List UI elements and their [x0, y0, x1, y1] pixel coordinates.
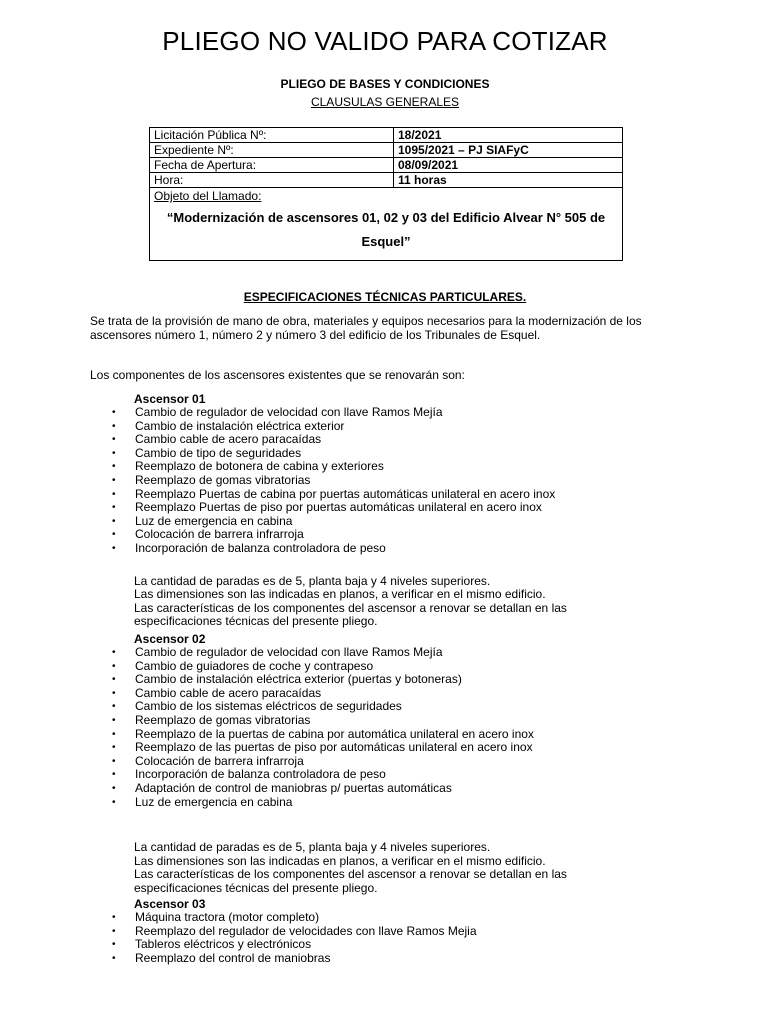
- list-item-text: Colocación de barrera infrarroja: [135, 753, 304, 768]
- list-item-text: Reemplazo de la puertas de cabina por automática unilateral en acero inox: [135, 726, 534, 741]
- list-item: [0, 796, 534, 810]
- bullet-icon: •: [112, 769, 116, 781]
- especificaciones-heading: ESPECIFICACIONES TÉCNICAS PARTICULARES.: [243, 290, 527, 304]
- list-item-text: Reemplazo del regulador de velocidades con llave Ramos Mejia: [135, 923, 477, 938]
- note-line: especificaciones técnicas del presente pliego.: [134, 880, 378, 895]
- list-item: [0, 782, 534, 796]
- bullet-icon: •: [112, 447, 116, 459]
- section-title: Ascensor 03: [134, 897, 206, 911]
- bullet-icon: •: [112, 701, 116, 713]
- list-item: [0, 528, 555, 542]
- bullet-icon: •: [112, 939, 116, 951]
- list-item: [0, 406, 555, 420]
- table-row: [150, 128, 623, 143]
- list-item: [0, 420, 555, 434]
- note-line: especificaciones técnicas del presente pliego.: [134, 614, 378, 629]
- invalid-banner: PLIEGO NO VALIDO PARA COTIZAR: [162, 26, 608, 56]
- bullet-icon: •: [112, 728, 116, 740]
- list-item-text: Cambio cable de acero paracaídas: [135, 685, 322, 700]
- list-item: [0, 952, 477, 966]
- bullet-icon: •: [112, 925, 116, 937]
- list-item-text: Tableros eléctricos y electrónicos: [135, 937, 312, 952]
- bullet-icon: •: [112, 434, 116, 446]
- list-item: [0, 768, 534, 782]
- list-item-text: Reemplazo de gomas vibratorias: [135, 472, 311, 487]
- list-item-text: Cambio de instalación eléctrica exterior: [135, 418, 345, 433]
- note-line: Las dimensiones son las indicadas en planos, a verificar en el mismo edificio.: [134, 587, 546, 602]
- hora-label: Hora:: [150, 173, 394, 188]
- bullet-icon: •: [112, 488, 116, 500]
- bullet-icon: •: [112, 502, 116, 514]
- tender-info-table: [149, 127, 623, 261]
- list-item: [0, 488, 555, 502]
- list-item-text: Cambio de instalación eléctrica exterior (puertas y botoneras): [135, 672, 462, 687]
- bullet-icon: •: [112, 796, 116, 808]
- list-item-text: Colocación de barrera infrarroja: [135, 527, 304, 542]
- list-item-text: Cambio de regulador de velocidad con llave Ramos Mejía: [135, 405, 443, 419]
- bullet-icon: •: [112, 647, 116, 658]
- section-title: Ascensor 01: [134, 392, 206, 406]
- table-row: [150, 188, 623, 261]
- bullet-icon: •: [112, 687, 116, 699]
- bullet-icon: •: [112, 714, 116, 726]
- bullet-icon: •: [112, 782, 116, 794]
- list-item-text: Máquina tractora (motor completo): [135, 910, 320, 924]
- note-line: Las dimensiones son las indicadas en planos, a verificar en el mismo edificio.: [134, 853, 546, 868]
- section-title: Ascensor 02: [134, 632, 206, 646]
- note-line: Las características de los componentes del ascensor a renovar se detallan en las: [134, 600, 567, 615]
- bullet-icon: •: [112, 529, 116, 541]
- list-item: [0, 447, 555, 461]
- list-item: [0, 515, 555, 529]
- list-item-text: Luz de emergencia en cabina: [135, 794, 293, 809]
- note-line: La cantidad de paradas es de 5, planta baja y 4 niveles superiores.: [134, 573, 491, 588]
- section-note: [134, 575, 654, 629]
- bullet-icon: •: [112, 912, 116, 923]
- expediente-label: Expediente Nº:: [150, 143, 394, 158]
- expediente-value: 1095/2021 – PJ SIAFyC: [394, 143, 623, 158]
- list-item-text: Incorporación de balanza controladora de peso: [135, 767, 386, 782]
- list-item: [0, 501, 555, 515]
- list-item-text: Reemplazo Puertas de piso por puertas automáticas unilateral en acero inox: [135, 500, 542, 515]
- list-item: [0, 714, 534, 728]
- bullet-icon: •: [112, 461, 116, 473]
- list-item-text: Cambio de regulador de velocidad con llave Ramos Mejía: [135, 645, 443, 659]
- bullet-icon: •: [112, 407, 116, 418]
- objeto-label: Objeto del Llamado:: [154, 189, 262, 203]
- hora-value: 11 horas: [394, 173, 623, 188]
- list-item-text: Reemplazo de las puertas de piso por automáticas unilateral en acero inox: [135, 740, 533, 755]
- list-item: [0, 925, 477, 939]
- list-item-text: Cambio cable de acero paracaídas: [135, 432, 322, 447]
- bullet-list: [0, 911, 477, 965]
- list-item: [0, 938, 477, 952]
- list-item: [0, 755, 534, 769]
- components-paragraph: Los componentes de los ascensores existentes que se renovarán son:: [90, 368, 465, 382]
- bullet-icon: •: [112, 660, 116, 672]
- list-item: [0, 741, 534, 755]
- section-note: [134, 841, 654, 895]
- intro-paragraph: Se trata de la provisión de mano de obra, materiales y equipos necesarios para la modernización de los ascensores número 1, número 2 y número 3 del edificio de los Tribunales de Esquel.: [90, 314, 642, 342]
- list-item-text: Reemplazo del control de maniobras: [135, 950, 331, 965]
- bullet-icon: •: [112, 952, 116, 964]
- bullet-icon: •: [112, 420, 116, 432]
- list-item: [0, 660, 534, 674]
- bullet-icon: •: [112, 542, 116, 554]
- list-item: [0, 687, 534, 701]
- list-item-text: Adaptación de control de maniobras p/ puertas automáticas: [135, 780, 452, 795]
- list-item-text: Cambio de tipo de seguridades: [135, 445, 302, 460]
- list-item: [0, 700, 534, 714]
- note-line: La cantidad de paradas es de 5, planta baja y 4 niveles superiores.: [134, 840, 491, 855]
- licitacion-label: Licitación Pública Nº:: [150, 128, 394, 143]
- list-item: [0, 673, 534, 687]
- objeto-text: “Modernización de ascensores 01, 02 y 03 del Edificio Alvear N° 505 de Esquel”: [166, 210, 606, 249]
- fecha-apertura-value: 08/09/2021: [394, 158, 623, 173]
- table-row: [150, 143, 623, 158]
- list-item: [0, 911, 477, 925]
- bullet-icon: •: [112, 755, 116, 767]
- table-row: [150, 158, 623, 173]
- list-item-text: Reemplazo de botonera de cabina y exteriores: [135, 459, 384, 474]
- list-item: [0, 728, 534, 742]
- note-line: Las características de los componentes del ascensor a renovar se detallan en las: [134, 867, 567, 882]
- bullet-icon: •: [112, 515, 116, 527]
- list-item: [0, 542, 555, 556]
- licitacion-value: 18/2021: [394, 128, 623, 143]
- bullet-icon: •: [112, 674, 116, 686]
- list-item-text: Reemplazo de gomas vibratorias: [135, 712, 311, 727]
- list-item: [0, 474, 555, 488]
- bullet-icon: •: [112, 742, 116, 754]
- list-item-text: Incorporación de balanza controladora de peso: [135, 540, 386, 555]
- list-item-text: Luz de emergencia en cabina: [135, 513, 293, 528]
- document-title: PLIEGO DE BASES Y CONDICIONES: [280, 77, 490, 91]
- fecha-apertura-label: Fecha de Apertura:: [150, 158, 394, 173]
- bullet-list: [0, 406, 555, 556]
- document-subtitle: CLAUSULAS GENERALES: [310, 95, 460, 109]
- list-item-text: Cambio de los sistemas eléctricos de seguridades: [135, 699, 402, 714]
- table-row: [150, 173, 623, 188]
- list-item-text: Reemplazo Puertas de cabina por puertas automáticas unilateral en acero inox: [135, 486, 556, 501]
- bullet-list: [0, 646, 534, 809]
- list-item: [0, 433, 555, 447]
- list-item: [0, 460, 555, 474]
- list-item: [0, 646, 534, 660]
- bullet-icon: •: [112, 474, 116, 486]
- list-item-text: Cambio de guiadores de coche y contrapeso: [135, 658, 374, 673]
- objeto-cell: [150, 188, 623, 261]
